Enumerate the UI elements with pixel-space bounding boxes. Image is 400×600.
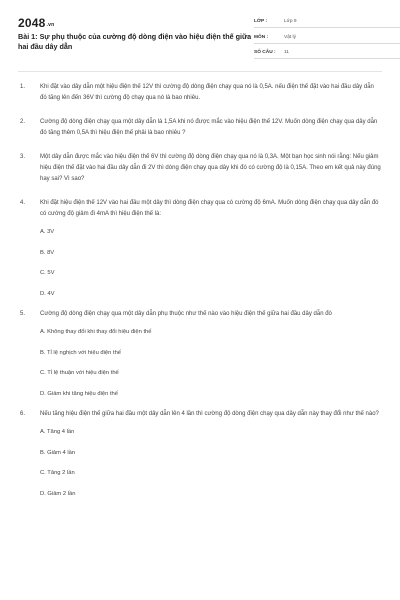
- meta-subject-label: MÔN :: [254, 34, 269, 40]
- answer-option-b[interactable]: B. Giảm 4 lần: [40, 449, 76, 456]
- answer-option-c[interactable]: C. Tỉ lệ thuận với hiệu điện thế: [40, 370, 119, 376]
- answer-option-c[interactable]: C. Tăng 2 lần: [40, 470, 75, 476]
- question-1: [18, 82, 382, 104]
- answer-options: [40, 227, 382, 300]
- answer-option-a[interactable]: A. Tăng 4 lần: [40, 429, 75, 435]
- site-logo[interactable]: [18, 16, 54, 30]
- meta-count-row: [254, 47, 400, 59]
- meta-count-label: SỐ CÂU :: [254, 50, 276, 55]
- question-6: [18, 409, 382, 500]
- answer-option-c[interactable]: C. 5V: [40, 270, 55, 276]
- lesson-meta: [254, 16, 400, 63]
- question-number: 5.: [20, 311, 26, 317]
- answer-option-d[interactable]: D. Giảm khi tăng hiệu điện thế: [40, 390, 118, 397]
- logo-domain: .vn: [46, 22, 55, 28]
- question-text: Nếu tăng hiệu điện thế giữa hai đầu một dây dẫn lên 4 lần thì cường độ dòng điện chạy qua dây dẫn này thay đổi như thế nào?: [40, 411, 379, 417]
- question-text: Cường độ dòng điện chạy qua một dây dẫn phụ thuộc như thế nào vào hiệu điện thế giữa hai đầu dây dẫn đó: [40, 311, 332, 317]
- question-text: Cường độ dòng điện chạy qua một dây dẫn là 1,5A khi nó được mắc vào hiệu điện thế 12V. Muốn dòng điện chạy qua dây dẫn đó tăng thêm 0,5A thì hiệu điện thế phải là bao nhiêu ?: [40, 119, 378, 136]
- meta-subject-value: Vật lý: [284, 34, 296, 40]
- meta-class-value: Lớp 9: [284, 19, 297, 24]
- question-number: 4.: [20, 200, 26, 206]
- question-list: [18, 72, 382, 500]
- question-number: 2.: [20, 119, 26, 125]
- question-4: [18, 198, 382, 300]
- answer-option-b[interactable]: B. Tỉ lệ nghịch với hiệu điện thế: [40, 349, 122, 356]
- question-text: Khi đặt vào dây dẫn một hiệu điện thế 12V thì cường độ dòng điện chạy qua nó là 0,5A. nếu điện thế đặt vào hai đầu dây dẫn đó tăng lên đến 36V thì cường độ chạy qua nó là bao nhiêu.: [40, 84, 374, 101]
- answer-option-a[interactable]: A. Không thay đổi khi thay đổi hiệu điện thế: [40, 329, 152, 335]
- lesson-title: Bài 1: Sự phụ thuộc của cường độ dòng điện vào hiệu điện thế giữa hai đầu dây dẫn: [18, 32, 252, 51]
- meta-class-label: LỚP :: [254, 19, 268, 24]
- answer-option-d[interactable]: D. 4V: [40, 290, 55, 297]
- question-5: [18, 309, 382, 400]
- question-text: Một dây dẫn được mắc vào hiệu điện thế 6V thì cường độ dòng điện chạy qua nó là 0,3A. Một bạn học sinh nói rằng: Nếu giảm hiệu điện thế đặt vào hai đầu dây dẫn đi 2V thì dòng điện chạy qua dây khi đó có cường độ là 0,15A. Theo em kết quả này đúng hay sai? Vì sao?: [40, 154, 381, 182]
- question-text: Khi đặt hiệu điện thế 12V vào hai đầu một dây thì dòng điện chạy qua có cường độ 6mA. Muốn dòng điện chạy qua dây dẫn đó có cường độ giảm đi 4mA thì hiệu điện thế là:: [40, 200, 379, 217]
- question-number: 3.: [20, 154, 26, 160]
- question-3: [18, 152, 382, 185]
- question-2: [18, 117, 382, 139]
- answer-options: [40, 327, 382, 400]
- worksheet-header: [18, 0, 382, 72]
- answer-option-a[interactable]: A. 3V: [40, 229, 55, 235]
- question-number: 6.: [20, 411, 26, 417]
- meta-subject-row: [254, 32, 400, 44]
- answer-options: [40, 427, 382, 500]
- meta-class-row: [254, 16, 400, 28]
- question-number: 1.: [20, 84, 26, 90]
- logo-main: 2048: [18, 16, 46, 30]
- meta-count-value: 11: [284, 50, 289, 55]
- answer-option-d[interactable]: D. Giảm 2 lần: [40, 490, 76, 497]
- answer-option-b[interactable]: B. 8V: [40, 249, 55, 256]
